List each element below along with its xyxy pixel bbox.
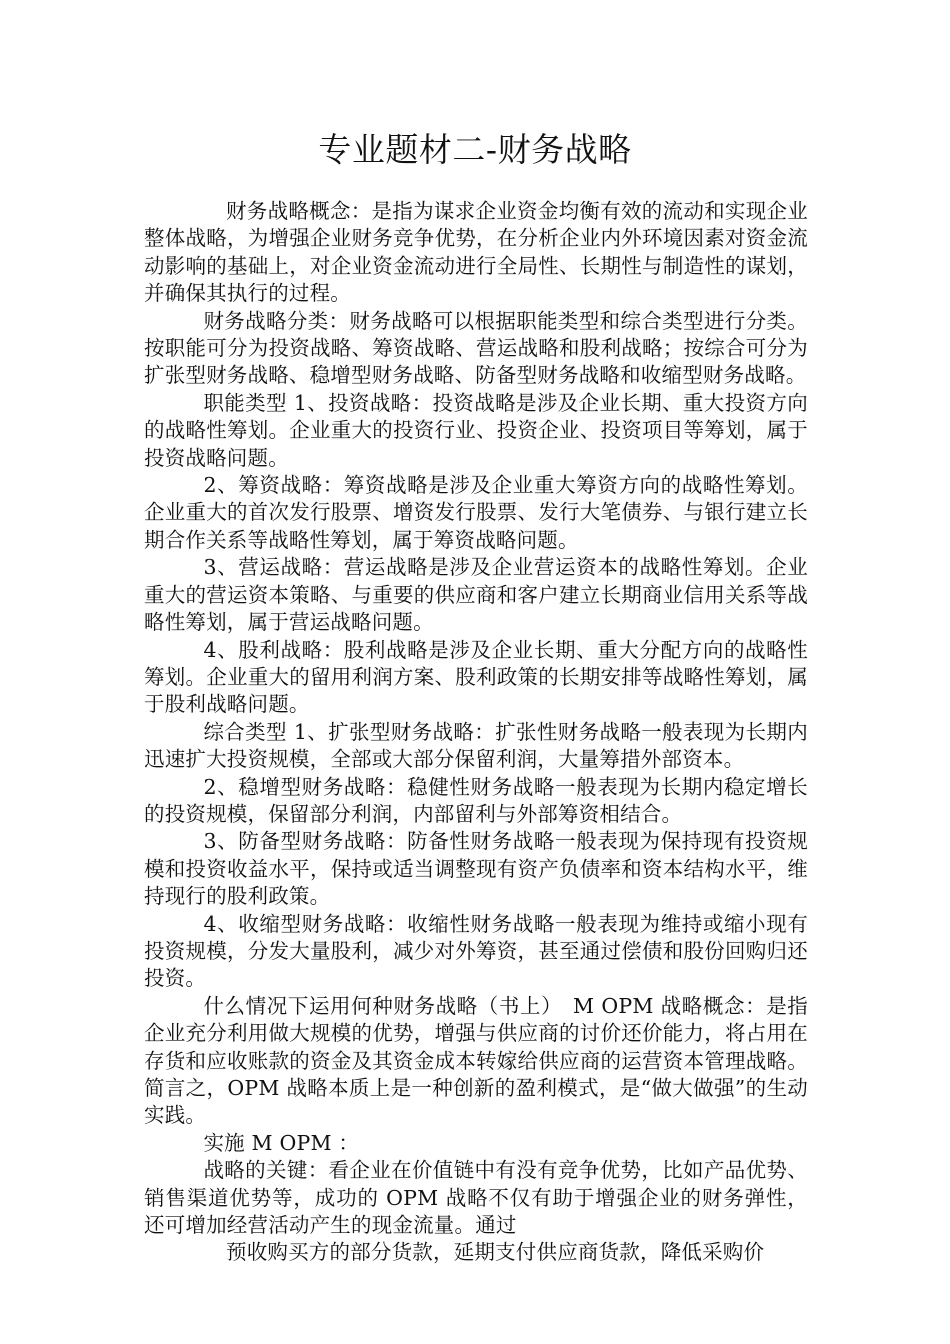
paragraph-expansion-strategy: 综合类型 1、扩张型财务战略：扩张性财务战略一般表现为长期内迅速扩大投资规模，全部或大部分保留利润，大量筹措外部资本。 — [144, 719, 808, 772]
paragraph-contraction-strategy: 4、收缩型财务战略：收缩性财务战略一般表现为维持或缩小现有投资规模，分发大量股利，减少对外筹资，甚至通过偿债和股份回购归还投资。 — [144, 911, 808, 991]
paragraph-opm-key: 战略的关键：看企业在价值链中有没有竞争优势，比如产品优势、销售渠道优势等，成功的 OPM 战略不仅有助于增强企业的财务弹性，还可增加经营活动产生的现金流量。通过 — [144, 1158, 808, 1238]
paragraph-strategy-concept: 财务战略概念：是指为谋求企业资金均衡有效的流动和实现企业整体战略，为增强企业财务竞争优势，在分析企业内外环境因素对资金流动影响的基础上，对企业资金流动进行全局性、长期性与制造性的谋划，并确保其执行的过程。 — [144, 199, 808, 306]
paragraph-strategy-classification: 财务战略分类：财务战略可以根据职能类型和综合类型进行分类。按职能可分为投资战略、筹资战略、营运战略和股利战略；按综合可分为扩张型财务战略、稳增型财务战略、防备型财务战略和收缩型财务战略。 — [144, 308, 808, 388]
document-body — [144, 198, 808, 1267]
paragraph-dividend-strategy: 4、股利战略：股利战略是涉及企业长期、重大分配方向的战略性筹划。企业重大的留用利润方案、股利政策的长期安排等战略性筹划，属于股利战略问题。 — [144, 637, 808, 717]
paragraph-defensive-strategy: 3、防备型财务战略：防备性财务战略一般表现为保持现有投资规模和投资收益水平，保持或适当调整现有资产负债率和资本结构水平，维持现行的股利政策。 — [144, 829, 808, 909]
paragraph-opm-implementation: 实施 M OPM ： — [203, 1130, 360, 1155]
paragraph-stable-growth-strategy: 2、稳增型财务战略：稳健性财务战略一般表现为长期内稳定增长的投资规模，保留部分利润，内部留利与外部筹资相结合。 — [144, 774, 808, 826]
paragraph-operating-strategy: 3、营运战略：营运战略是涉及企业营运资本的战略性筹划。企业重大的营运资本策略、与重要的供应商和客户建立长期商业信用关系等战略性筹划，属于营运战略问题。 — [144, 555, 808, 635]
paragraph-investment-strategy: 职能类型 1、投资战略：投资战略是涉及企业长期、重大投资方向的战略性筹划。企业重大的投资行业、投资企业、投资项目等筹划，属于投资战略问题。 — [144, 390, 808, 470]
document-title: 专业题材二-财务战略 — [318, 130, 632, 169]
paragraph-opm-methods: 预收购买方的部分货款，延期支付供应商货款，降低采购价 — [226, 1240, 765, 1265]
paragraph-financing-strategy: 2、筹资战略：筹资战略是涉及企业重大筹资方向的战略性筹划。企业重大的首次发行股票、增资发行股票、发行大笔债券、与银行建立长期合作关系等战略性筹划，属于筹资战略问题。 — [144, 473, 808, 552]
paragraph-opm-concept: 什么情况下运用何种财务战略（书上） M OPM 战略概念：是指企业充分利用做大规模的优势，增强与供应商的讨价还价能力，将占用在存货和应收账款的资金及其资金成本转嫁给供应商的运营资本管理战略。简言之，OPM 战略本质上是一种创新的盈利模式，是“做大做强”的生动实践。 — [144, 993, 808, 1128]
